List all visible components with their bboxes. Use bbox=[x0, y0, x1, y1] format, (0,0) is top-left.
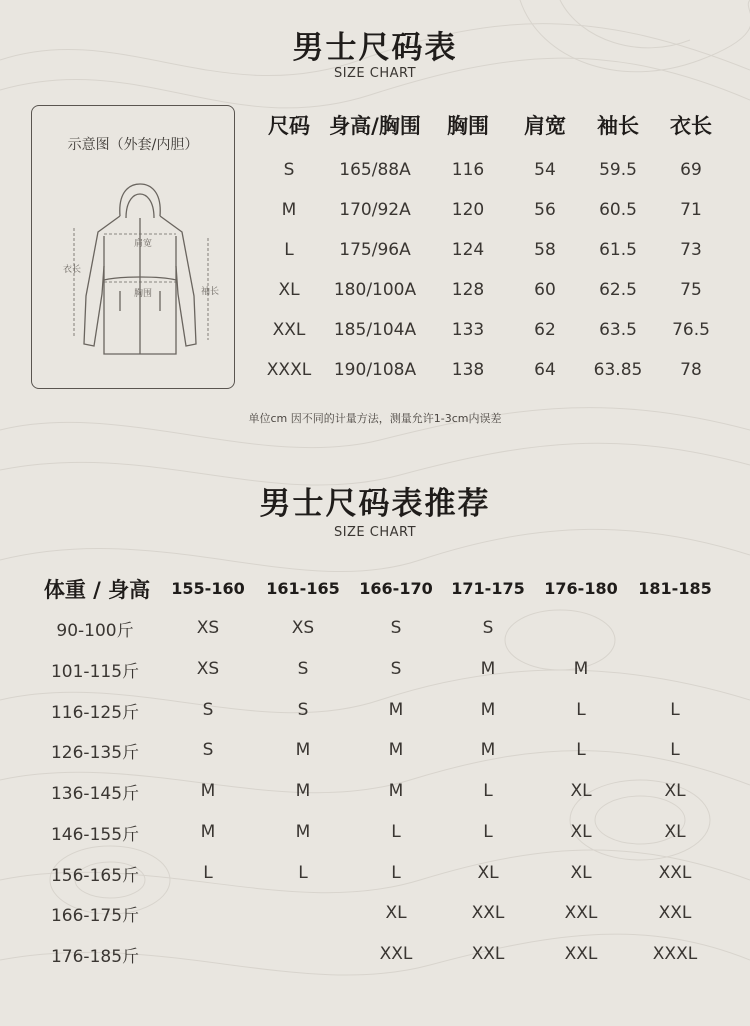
recommended-size-cell: XL bbox=[385, 903, 407, 923]
size-cell: 133 bbox=[451, 320, 485, 340]
weight-label: 126-135斤 bbox=[50, 743, 140, 763]
size-table-row bbox=[255, 240, 735, 280]
label-chest: 胸围 bbox=[134, 289, 153, 299]
weight-label: 90-100斤 bbox=[56, 621, 134, 641]
size-cell: 59.5 bbox=[599, 160, 637, 180]
size-cell: 69 bbox=[680, 160, 702, 180]
recommended-size-cell: XXL bbox=[658, 863, 692, 883]
label-length: 衣长 bbox=[63, 265, 82, 275]
size-cell: XL bbox=[278, 280, 300, 300]
size-cell: 128 bbox=[451, 280, 485, 300]
recommended-size-cell: S bbox=[202, 700, 214, 720]
size-cell: 60.5 bbox=[599, 200, 637, 220]
size-cell: XXXL bbox=[266, 360, 312, 380]
recommended-size-cell: L bbox=[670, 700, 680, 720]
weight-label: 176-185斤 bbox=[50, 947, 140, 967]
size-cell: 73 bbox=[680, 240, 702, 260]
measurement-note: 单位cm 因不同的计量方法，测量允许1-3cm内误差 bbox=[248, 412, 502, 425]
size-cell: 63.5 bbox=[599, 320, 637, 340]
size-table-row bbox=[255, 280, 735, 320]
size-cell: 64 bbox=[534, 360, 556, 380]
recommended-size-cell: M bbox=[295, 822, 311, 842]
size-chart-subtitle: SIZE CHART bbox=[333, 66, 417, 81]
size-header-cell: 肩宽 bbox=[524, 114, 566, 138]
recommended-size-cell: M bbox=[388, 781, 404, 801]
recommended-size-cell: M bbox=[200, 781, 216, 801]
size-header-cell: 衣长 bbox=[670, 114, 712, 138]
size-table-row bbox=[255, 320, 735, 360]
size-cell: 63.85 bbox=[593, 360, 643, 380]
size-cell: XXL bbox=[272, 320, 306, 340]
diagram-caption: 示意图（外套/内胆） bbox=[67, 137, 199, 153]
size-cell: L bbox=[284, 240, 294, 260]
recommended-size-cell: XXL bbox=[564, 903, 598, 923]
recommended-size-cell: L bbox=[483, 822, 493, 842]
height-header-cell: 161-165 bbox=[266, 579, 340, 598]
size-cell: 170/92A bbox=[339, 200, 411, 220]
recommended-size-cell: S bbox=[202, 740, 214, 760]
size-table-header bbox=[255, 110, 735, 150]
size-table-row bbox=[255, 360, 735, 400]
size-cell: 60 bbox=[534, 280, 556, 300]
weight-label: 116-125斤 bbox=[50, 703, 140, 723]
size-cell: 58 bbox=[534, 240, 556, 260]
recommended-size-cell: L bbox=[203, 863, 213, 883]
recommended-size-cell: S bbox=[390, 618, 402, 638]
size-cell: 54 bbox=[534, 160, 556, 180]
weight-label: 156-165斤 bbox=[50, 866, 140, 886]
recommend-title: 男士尺码表推荐 bbox=[259, 486, 491, 522]
recommended-size-cell: S bbox=[482, 618, 494, 638]
recommended-size-cell: S bbox=[390, 659, 402, 679]
recommended-size-cell: L bbox=[576, 700, 586, 720]
size-cell: 138 bbox=[451, 360, 485, 380]
size-cell: M bbox=[281, 200, 297, 220]
height-header-cell: 176-180 bbox=[544, 579, 618, 598]
recommended-size-cell: L bbox=[670, 740, 680, 760]
recommended-size-cell: S bbox=[297, 659, 309, 679]
recommended-size-cell: XL bbox=[570, 822, 592, 842]
recommended-size-cell: S bbox=[297, 700, 309, 720]
recommended-size-cell: L bbox=[483, 781, 493, 801]
recommended-size-cell: XL bbox=[570, 781, 592, 801]
recommended-size-cell: L bbox=[576, 740, 586, 760]
recommended-size-cell: XXL bbox=[379, 944, 413, 964]
recommended-size-cell: XL bbox=[477, 863, 499, 883]
size-chart-title: 男士尺码表 bbox=[292, 30, 458, 66]
size-cell: 76.5 bbox=[672, 320, 710, 340]
recommended-size-cell: XXL bbox=[471, 903, 505, 923]
recommended-size-cell: M bbox=[295, 740, 311, 760]
jacket-outline-icon bbox=[50, 176, 220, 376]
recommended-size-cell: XL bbox=[664, 781, 686, 801]
recommended-size-cell: M bbox=[200, 822, 216, 842]
size-table-row bbox=[255, 200, 735, 240]
size-cell: S bbox=[283, 160, 295, 180]
weight-label: 101-115斤 bbox=[50, 662, 140, 682]
recommended-size-cell: M bbox=[388, 740, 404, 760]
size-cell: 62 bbox=[534, 320, 556, 340]
label-shoulder: 肩宽 bbox=[134, 239, 153, 249]
recommended-size-cell: M bbox=[295, 781, 311, 801]
height-header-cell: 155-160 bbox=[171, 579, 245, 598]
recommended-size-cell: M bbox=[480, 659, 496, 679]
size-cell: 185/104A bbox=[333, 320, 417, 340]
size-cell: 190/108A bbox=[333, 360, 417, 380]
recommend-subtitle: SIZE CHART bbox=[333, 525, 417, 540]
size-header-cell: 尺码 bbox=[268, 114, 310, 138]
weight-label: 136-145斤 bbox=[50, 784, 140, 804]
size-cell: 124 bbox=[451, 240, 485, 260]
size-header-cell: 身高/胸围 bbox=[329, 114, 421, 138]
recommended-size-cell: L bbox=[391, 863, 401, 883]
height-header-cell: 171-175 bbox=[451, 579, 525, 598]
recommended-size-cell: M bbox=[388, 700, 404, 720]
size-cell: 120 bbox=[451, 200, 485, 220]
recommended-size-cell: XS bbox=[291, 618, 315, 638]
jacket-diagram-panel bbox=[31, 105, 235, 389]
recommended-size-cell: L bbox=[298, 863, 308, 883]
size-cell: 71 bbox=[680, 200, 702, 220]
size-cell: 75 bbox=[680, 280, 702, 300]
size-table-row bbox=[255, 160, 735, 200]
size-cell: 175/96A bbox=[339, 240, 411, 260]
recommended-size-cell: M bbox=[480, 740, 496, 760]
recommended-size-cell: XS bbox=[196, 618, 220, 638]
size-cell: 56 bbox=[534, 200, 556, 220]
height-header-cell: 181-185 bbox=[638, 579, 712, 598]
recommended-size-cell: M bbox=[573, 659, 589, 679]
recommended-size-cell: XXL bbox=[658, 903, 692, 923]
weight-label: 146-155斤 bbox=[50, 825, 140, 845]
size-header-cell: 胸围 bbox=[447, 114, 489, 138]
recommended-size-cell: XXL bbox=[564, 944, 598, 964]
weight-label: 166-175斤 bbox=[50, 906, 140, 926]
recommended-size-cell: XS bbox=[196, 659, 220, 679]
size-cell: 61.5 bbox=[599, 240, 637, 260]
size-cell: 62.5 bbox=[599, 280, 637, 300]
size-cell: 116 bbox=[451, 160, 485, 180]
size-cell: 78 bbox=[680, 360, 702, 380]
recommended-size-cell: XL bbox=[570, 863, 592, 883]
size-header-cell: 袖长 bbox=[597, 114, 639, 138]
weight-height-corner: 体重 / 身高 bbox=[43, 578, 151, 602]
recommended-size-cell: L bbox=[391, 822, 401, 842]
label-sleeve: 袖长 bbox=[201, 287, 220, 297]
size-cell: 165/88A bbox=[339, 160, 411, 180]
height-header-cell: 166-170 bbox=[359, 579, 433, 598]
recommended-size-cell: XXXL bbox=[652, 944, 698, 964]
recommended-size-cell: M bbox=[480, 700, 496, 720]
size-cell: 180/100A bbox=[333, 280, 417, 300]
recommended-size-cell: XL bbox=[664, 822, 686, 842]
recommended-size-cell: XXL bbox=[471, 944, 505, 964]
